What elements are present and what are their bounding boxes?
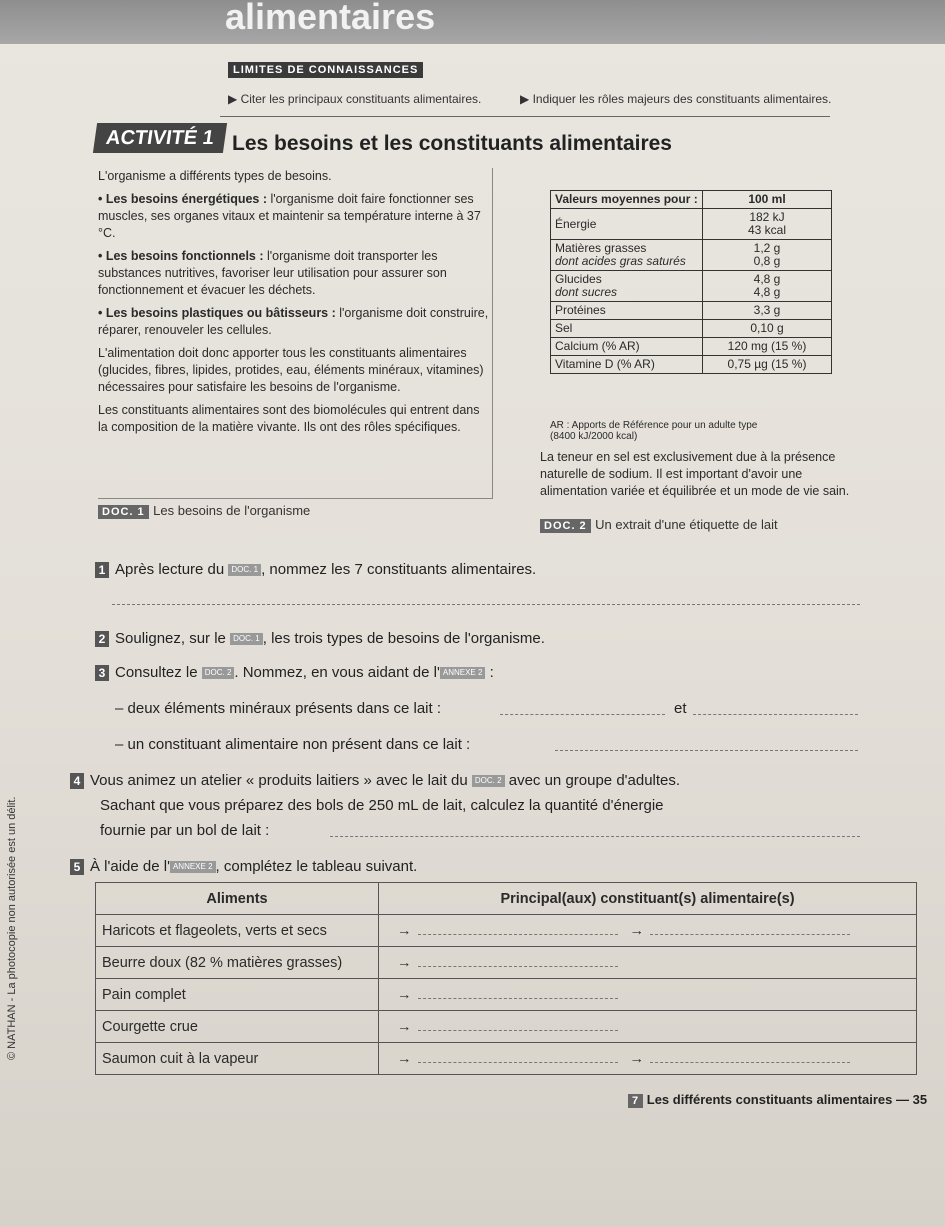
nutrition-value-main: 182 kJ [749, 210, 785, 224]
food-name: Courgette crue [96, 1011, 379, 1043]
answer-line-3c[interactable] [555, 750, 858, 751]
page-footer [628, 1092, 927, 1107]
nutrition-row [551, 356, 832, 374]
doc1-p5: Les constituants alimentaires sont des biomolécules qui entrent dans la composition de la matière vivante. Ils ont des rôles spécifiques. [98, 403, 480, 434]
nutrition-label: Protéines [551, 302, 703, 320]
doc1-p3-bold: • Les besoins plastiques ou bâtisseurs : [98, 306, 336, 320]
q4-text-a: Vous animez un atelier « produits laitiers » avec le lait du [90, 772, 468, 789]
doc1-tag: DOC. 1 [98, 505, 149, 519]
nutrition-value-sub: 43 kcal [747, 223, 787, 237]
nutrition-label: Calcium (% AR) [551, 338, 703, 356]
table-row [96, 915, 917, 947]
limites-badge: LIMITES DE CONNAISSANCES [228, 62, 423, 78]
q3-line-2: – un constituant alimentaire non présent dans ce lait : [115, 736, 471, 753]
nutrition-row [551, 338, 832, 356]
nutrition-value: 3,3 g [703, 302, 832, 320]
question-4 [70, 772, 680, 789]
doc1-intro: L'organisme a différents types de besoins. [98, 169, 332, 183]
answer-cell[interactable] [379, 1043, 917, 1075]
divider [220, 116, 830, 117]
doc1-label: Les besoins de l'organisme [153, 503, 311, 518]
answer-line-3a[interactable] [500, 714, 665, 715]
question-1 [95, 561, 536, 578]
q3-line-1: – deux éléments minéraux présents dans ce lait : [115, 700, 442, 717]
nutrition-header-left: Valeurs moyennes pour : [551, 191, 703, 209]
doc1-p4: L'alimentation doit donc apporter tous les constituants alimentaires (glucides, fibres, lipides, protides, eau, éléments minéraux, vitamines) nécessaires pour satisfaire les besoins de l'organisme. [98, 346, 484, 394]
nutrition-row [551, 320, 832, 338]
ar-note [550, 420, 757, 442]
question-number: 3 [95, 665, 109, 681]
nutrition-label [551, 209, 703, 240]
doc1-caption [98, 502, 310, 520]
table-row [96, 947, 917, 979]
food-name: Saumon cuit à la vapeur [96, 1043, 379, 1075]
q4-line-3: fournie par un bol de lait : [100, 822, 270, 839]
annexe-ref: ANNEXE 2 [440, 667, 486, 679]
answer-cell[interactable] [379, 915, 917, 947]
answer-cell[interactable] [379, 947, 917, 979]
q5-text-b: , complétez le tableau suivant. [215, 858, 418, 875]
food-name: Beurre doux (82 % matières grasses) [96, 947, 379, 979]
doc1-p2 [98, 248, 492, 299]
answer-blank[interactable] [418, 986, 618, 999]
nutrition-label-sub: dont sucres [555, 285, 618, 299]
question-3 [95, 664, 494, 681]
q1-text-b: , nommez les 7 constituants alimentaires. [261, 561, 537, 578]
answer-blank[interactable] [650, 1050, 850, 1063]
nutrition-label [551, 240, 703, 271]
food-name: Pain complet [96, 979, 379, 1011]
doc1-p2-bold: • Les besoins fonctionnels : [98, 249, 264, 263]
answer-blank[interactable] [650, 922, 850, 935]
question-5 [70, 858, 417, 875]
annexe-ref: ANNEXE 2 [170, 861, 216, 873]
nutrition-value-main: 1,2 g [753, 241, 781, 255]
doc1-p3-text: l'organisme doit construire, réparer, renouveler les cellules. [98, 306, 489, 337]
doc2-tag: DOC. 2 [540, 519, 591, 533]
q5-text-a: À l'aide de l' [90, 858, 170, 875]
copyright-text: © NATHAN - La photocopie non autorisée est un délit. [6, 796, 18, 1060]
nutrition-value-main: 4,8 g [753, 272, 781, 286]
doc-ref: DOC. 2 [202, 667, 235, 679]
doc1-p2-text: l'organisme doit transporter les substances nutritives, favoriser leur utilisation pour assurer son fonctionnement et évacuer les déchets. [98, 249, 447, 297]
answer-line-1[interactable] [112, 604, 860, 605]
arrow-icon: → [397, 987, 412, 1003]
doc2-caption [540, 516, 778, 534]
ar-note-line2: (8400 kJ/2000 kcal) [550, 431, 638, 442]
nutrition-value [703, 240, 832, 271]
arrow-icon: → [629, 1051, 644, 1067]
copyright-sidebar [6, 760, 26, 1060]
nutrition-value-sub: 0,8 g [753, 254, 781, 268]
nutrition-label: Vitamine D (% AR) [551, 356, 703, 374]
nutrition-table [550, 190, 832, 374]
arrow-icon: → [397, 923, 412, 939]
activity-title: Les besoins et les constituants alimentaires [232, 132, 672, 155]
nutrition-value [703, 209, 832, 240]
nutrition-value: 0,75 µg (15 %) [703, 356, 832, 374]
nutrition-value [703, 271, 832, 302]
q3-text-c: : [485, 664, 494, 681]
doc-ref: DOC. 1 [230, 633, 263, 645]
nutrition-label-main: Matières grasses [555, 241, 647, 255]
nutrition-value: 120 mg (15 %) [703, 338, 832, 356]
question-number: 2 [95, 631, 109, 647]
doc1-p1-bold: • Les besoins énergétiques : [98, 192, 268, 206]
objective-2: ▶ Indiquer les rôles majeurs des constituants alimentaires. [520, 92, 832, 106]
nutrition-value-sub: 4,8 g [753, 285, 781, 299]
arrow-icon: → [397, 1019, 412, 1035]
q3-text-b: . Nommez, en vous aidant de l' [234, 664, 440, 681]
q3-et: et [674, 700, 687, 717]
food-table [95, 882, 917, 1075]
q4-line-2: Sachant que vous préparez des bols de 250 mL de lait, calculez la quantité d'énergie [100, 797, 664, 814]
answer-blank[interactable] [418, 1018, 618, 1031]
col-constituants: Principal(aux) constituant(s) alimentaire(s) [379, 883, 917, 915]
question-2 [95, 630, 545, 647]
food-table-header [96, 883, 917, 915]
doc2-label: Un extrait d'une étiquette de lait [595, 517, 778, 532]
chapter-number: 7 [628, 1094, 643, 1108]
doc1-p1-text: l'organisme doit faire fonctionner ses muscles, ses organes vitaux et maintenir sa température interne à 37 °C. [98, 192, 481, 240]
col-aliments: Aliments [96, 883, 379, 915]
doc-ref: DOC. 2 [472, 775, 505, 787]
page-title: alimentaires [225, 0, 436, 37]
answer-blank[interactable] [418, 922, 618, 935]
question-number: 1 [95, 562, 109, 578]
table-row [96, 1011, 917, 1043]
answer-line-3b[interactable] [693, 714, 858, 715]
nutrition-header-row [551, 191, 832, 209]
objective-1: ▶ Citer les principaux constituants alimentaires. [228, 92, 482, 106]
nutrition-label [551, 271, 703, 302]
nutrition-label-main: Énergie [555, 216, 597, 231]
answer-line-4[interactable] [330, 836, 860, 837]
doc1-box [98, 168, 493, 499]
doc1-p1 [98, 191, 492, 242]
doc1-p3 [98, 305, 492, 339]
top-banner [0, 0, 945, 44]
q3-text-a: Consultez le [115, 664, 198, 681]
nutrition-value: 0,10 g [703, 320, 832, 338]
nutrition-row [551, 209, 832, 240]
nutrition-row [551, 240, 832, 271]
answer-blank[interactable] [418, 954, 618, 967]
doc-ref: DOC. 1 [228, 564, 261, 576]
activity-tag: ACTIVITÉ 1 [93, 123, 227, 153]
q2-text-b: , les trois types de besoins de l'organisme. [262, 630, 545, 647]
question-number: 5 [70, 859, 84, 875]
footer-text: Les différents constituants alimentaires — 35 [646, 1092, 928, 1107]
arrow-icon: → [397, 1051, 412, 1067]
doc2-text: La teneur en sel est exclusivement due à la présence naturelle de sodium. Il est important d'avoir une alimentation variée et équilibrée et un mode de vie sain. [540, 450, 850, 498]
ar-note-line1: AR : Apports de Référence pour un adulte type [550, 420, 758, 431]
food-name: Haricots et flageolets, verts et secs [96, 915, 379, 947]
nutrition-row [551, 271, 832, 302]
arrow-icon: → [629, 923, 644, 939]
answer-cell[interactable] [379, 979, 917, 1011]
answer-blank[interactable] [418, 1050, 618, 1063]
question-number: 4 [70, 773, 84, 789]
q1-text-a: Après lecture du [115, 561, 225, 578]
answer-cell[interactable] [379, 1011, 917, 1043]
nutrition-row [551, 302, 832, 320]
arrow-icon: → [397, 955, 412, 971]
nutrition-label-main: Glucides [555, 272, 602, 286]
nutrition-header-right: 100 ml [703, 191, 832, 209]
q2-text-a: Soulignez, sur le [115, 630, 226, 647]
table-row [96, 1043, 917, 1075]
q4-text-b: avec un groupe d'adultes. [508, 772, 681, 789]
table-row [96, 979, 917, 1011]
nutrition-label-sub: dont acides gras saturés [555, 254, 686, 268]
nutrition-label: Sel [551, 320, 703, 338]
